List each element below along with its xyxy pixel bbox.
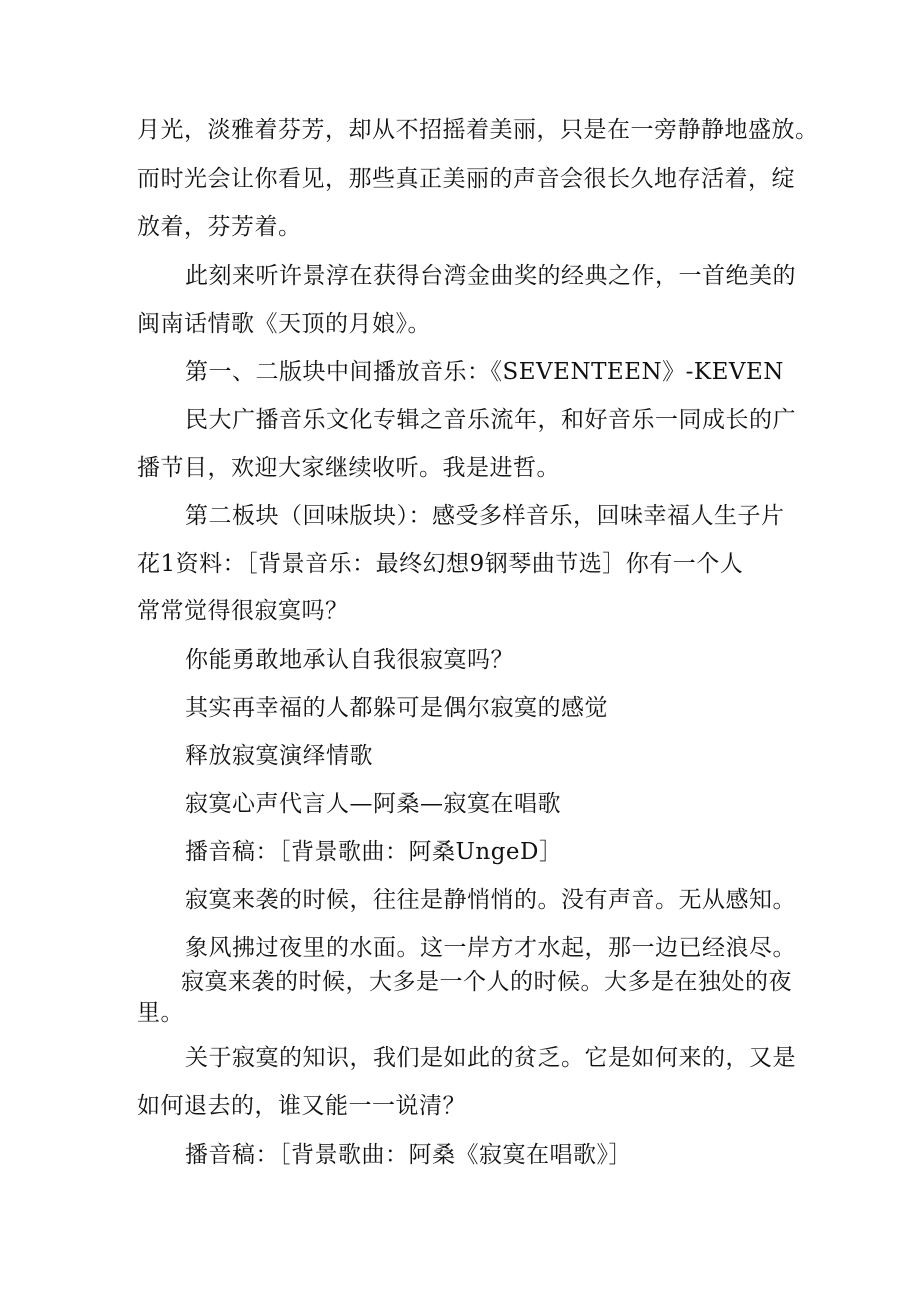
text-line: 播音稿：［背景歌曲：阿桑UngeD］ — [185, 839, 563, 865]
text-line: 其实再幸福的人都躲可是偶尔寂寞的感觉 — [185, 695, 608, 721]
text-line: 民大广播音乐文化专辑之音乐流年，和好音乐一同成长的广 — [185, 407, 796, 433]
text-line: 播音稿：［背景歌曲：阿桑《寂寞在唱歌》］ — [185, 1142, 632, 1168]
text-line: 常常觉得很寂寞吗？ — [137, 598, 349, 624]
text-line: 花1资料：［背景音乐：最终幻想9钢琴曲节选］你有一个人 — [137, 551, 744, 577]
text-line: 如何退去的，谁又能一一说清？ — [137, 1093, 466, 1119]
text-line: 关于寂寞的知识，我们是如此的贫乏。它是如何来的，又是 — [185, 1045, 796, 1071]
text-line: 闽南话情歌《天顶的月娘》。 — [137, 311, 431, 337]
text-line: 第二板块（回味版块）：感受多样音乐，回味幸福人生子片 — [185, 503, 785, 529]
text-line: 此刻来听许景淳在获得台湾金曲奖的经典之作，一首绝美的 — [185, 263, 796, 289]
text-line: 第一、二版块中间播放音乐：《SEVENTEEN》-KEVEN — [185, 359, 784, 385]
text-line: 你能勇敢地承认自我很寂寞吗？ — [185, 647, 514, 673]
text-line: 寂寞来袭的时候，往往是静悄悄的。没有声音。无从感知。 — [185, 887, 796, 913]
text-line: 放着，芬芳着。 — [137, 214, 302, 240]
text-line: 寂寞心声代言人—阿桑—寂寞在唱歌 — [185, 791, 561, 817]
text-line: 象风拂过夜里的水面。这一岸方才水起，那一边已经浪尽。 — [185, 935, 796, 961]
text-line: 而时光会让你看见，那些真正美丽的声音会很长久地存活着，绽 — [137, 166, 795, 192]
text-line: 释放寂寞演绎情歌 — [185, 743, 373, 769]
text-line: 月光，淡雅着芬芳，却从不招摇着美丽，只是在一旁静静地盛放。 — [137, 117, 819, 143]
text-line: 里。 — [137, 1000, 184, 1026]
text-line: 播节目，欢迎大家继续收听。我是进哲。 — [137, 455, 560, 481]
text-line: 寂寞来袭的时候，大多是一个人的时候。大多是在独处的夜 — [181, 969, 792, 995]
